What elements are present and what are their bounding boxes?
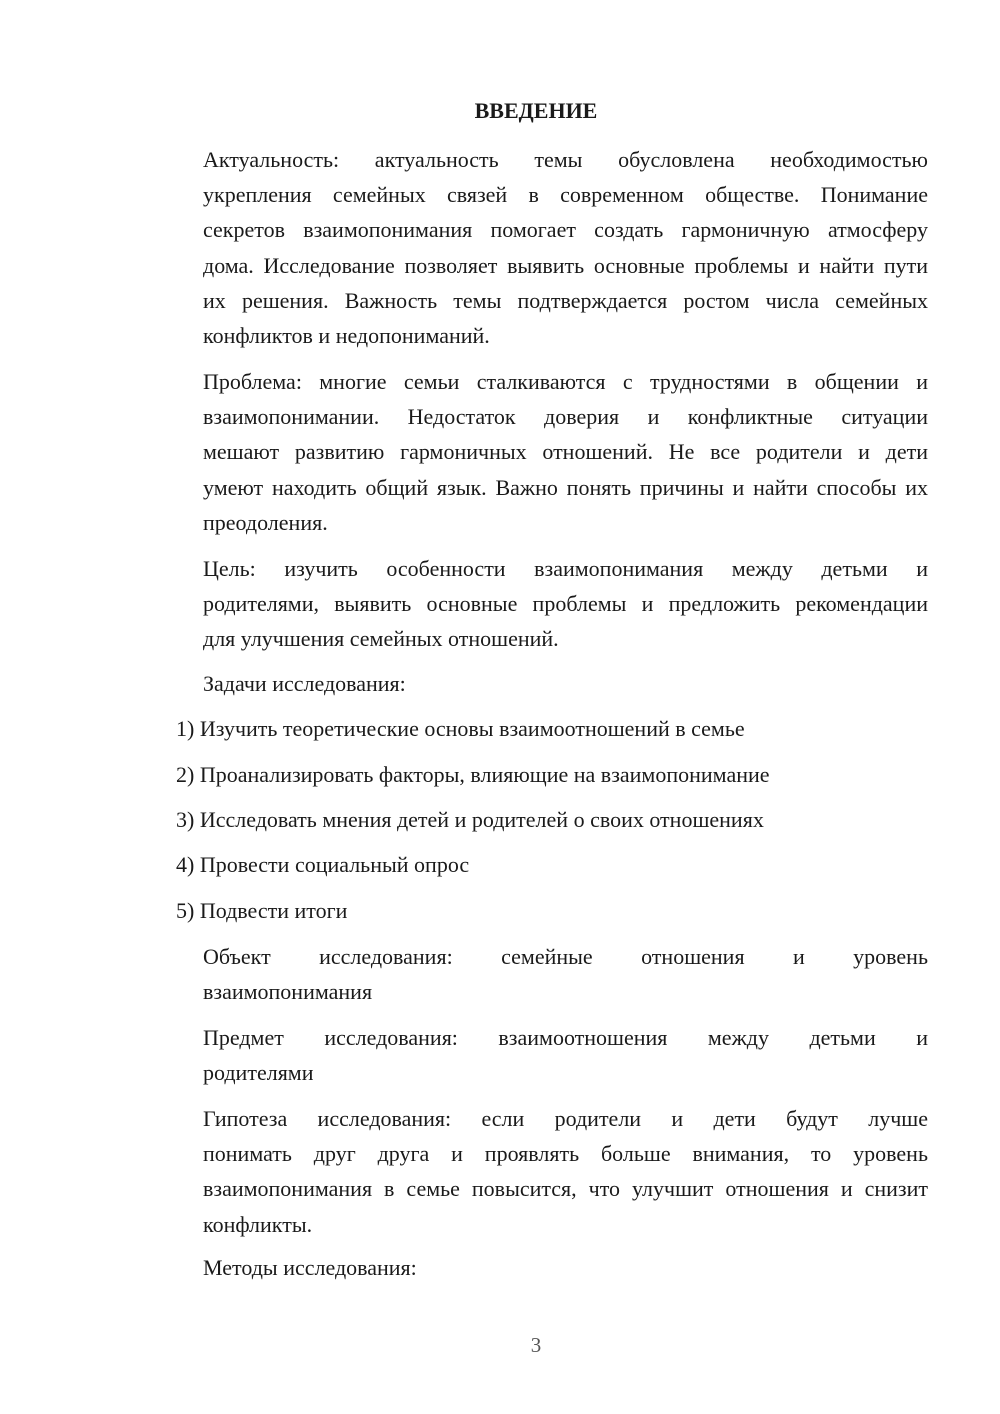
tasks-heading: Задачи исследования: xyxy=(203,671,406,696)
hypothesis-line: конфликты. xyxy=(203,1211,313,1237)
problem-line: Проблема: многие семьи сталкиваются с трудностями в общении и xyxy=(203,369,928,394)
relevance-line: укрепления семейных связей в современном обществе. Понимание xyxy=(203,182,928,208)
relevance-line: секретов взаимопонимания помогает создать гармоничную атмосферу xyxy=(203,217,928,243)
task-item: 2) Проанализировать факторы, влияющие на взаимопонимание xyxy=(176,762,770,787)
relevance-line: Актуальность: актуальность темы обусловлена необходимостью xyxy=(203,147,928,172)
hypothesis-paragraph xyxy=(143,1101,928,1242)
task-item: 3) Исследовать мнения детей и родителей о своих отношениях xyxy=(176,807,764,832)
hypothesis-line: взаимопонимания в семье повысится, что улучшит отношения и снизит xyxy=(203,1176,928,1202)
relevance-line: дома. Исследование позволяет выявить основные проблемы и найти пути xyxy=(203,252,928,278)
problem-line: мешают развитию гармоничных отношений. Не все родители и дети xyxy=(203,439,928,465)
problem-line: умеют находить общий язык. Важно понять причины и найти способы их xyxy=(203,474,928,500)
relevance-paragraph xyxy=(143,142,928,353)
section-heading: ВВЕДЕНИЕ xyxy=(474,98,598,123)
relevance-line: конфликтов и недопониманий. xyxy=(203,323,490,349)
methods-heading: Методы исследования: xyxy=(203,1255,417,1280)
object-paragraph xyxy=(143,939,928,1009)
problem-line: взаимопонимании. Недостаток доверия и конфликтные ситуации xyxy=(203,404,928,430)
task-item: 4) Провести социальный опрос xyxy=(176,852,470,877)
goal-paragraph xyxy=(143,551,928,657)
task-item: 1) Изучить теоретические основы взаимоотношений в семье xyxy=(176,716,745,741)
goal-line: родителями, выявить основные проблемы и предложить рекомендации xyxy=(203,591,928,617)
object-line: Объект исследования: семейные отношения и уровень xyxy=(203,944,928,969)
subject-paragraph xyxy=(143,1020,928,1090)
problem-line: преодоления. xyxy=(203,509,328,535)
subject-line: родителями xyxy=(203,1060,314,1086)
goal-line: для улучшения семейных отношений. xyxy=(203,626,559,652)
goal-line: Цель: изучить особенности взаимопонимания между детьми и xyxy=(203,556,928,581)
hypothesis-line: понимать друг друга и проявлять больше внимания, то уровень xyxy=(203,1141,928,1167)
page-number: 3 xyxy=(530,1333,542,1357)
relevance-line: их решения. Важность темы подтверждается ростом числа семейных xyxy=(203,287,928,313)
subject-line: Предмет исследования: взаимоотношения между детьми и xyxy=(203,1025,928,1050)
object-line: взаимопонимания xyxy=(203,979,373,1005)
problem-paragraph xyxy=(143,364,928,540)
task-item: 5) Подвести итоги xyxy=(176,898,348,923)
hypothesis-line: Гипотеза исследования: если родители и дети будут лучше xyxy=(203,1106,928,1131)
